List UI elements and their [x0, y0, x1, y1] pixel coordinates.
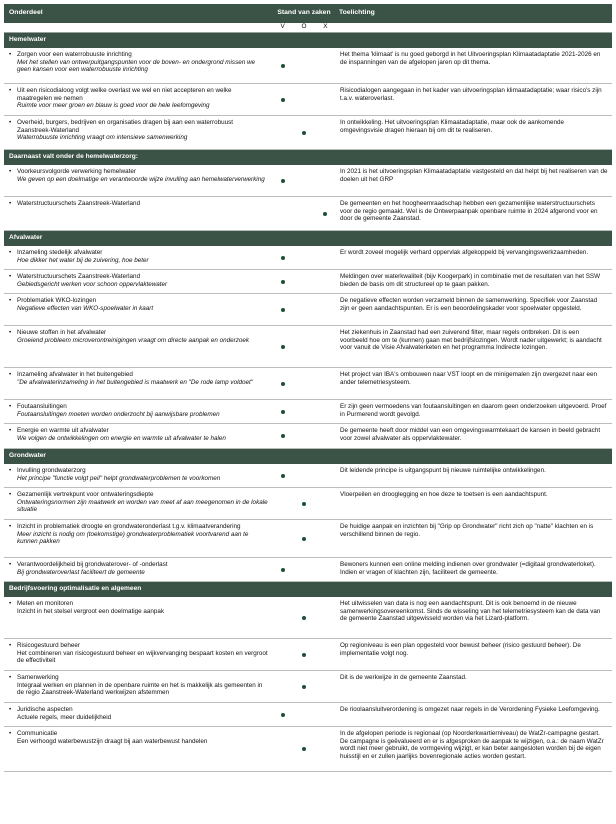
- table-row: [4, 558, 612, 582]
- bullet-icon: •: [9, 329, 12, 336]
- table-row: [4, 197, 612, 231]
- bullet-icon: •: [9, 371, 12, 378]
- row-toelichting: In 2021 is het uitvoeringsplan Klimaatadaptatie vastgesteld en dat helpt bij het realiseren van de doelen uit het GRP: [340, 168, 608, 183]
- row-subtitle: Met het stellen van ontwerpuitgangspunten voor de boven- en ondergrond missen we geen kansen voor een waterrobuuste inrichting: [17, 58, 256, 74]
- status-cell: [272, 424, 336, 448]
- status-dot-icon: [302, 685, 306, 689]
- row-toelichting: Het project van IBA's ombouwen naar VST loopt en de minigemalen zijn overgezet naar een ander telemetriesysteem.: [340, 371, 597, 386]
- table-row: [4, 597, 612, 639]
- row-title: Gezamenlijk vertrekpunt voor ontwateringsdiepte: [17, 491, 154, 498]
- row-title: Voorkeursvolgorde verwerking hemelwater: [17, 168, 136, 175]
- row-subtitle: Bij grondwateroverlast faciliteert de gemeente: [17, 568, 145, 576]
- row-title: Communicatie: [17, 730, 58, 737]
- status-cell: [272, 294, 336, 325]
- bullet-icon: •: [9, 674, 12, 681]
- row-subtitle: Negatieve effecten van WKO-spoelwater in kaart: [17, 304, 154, 312]
- row-title: Uit een risicodialoog volgt welke overlast we wel en niet accepteren en welke maatregelen we nemen: [17, 87, 232, 102]
- status-cell: [272, 116, 336, 149]
- table-row: [4, 520, 612, 558]
- bullet-icon: •: [9, 403, 12, 410]
- row-title: Waterstructuurschets Zaanstreek-Waterland: [17, 200, 141, 207]
- status-label-x: X: [323, 23, 328, 30]
- status-cell: [272, 558, 336, 581]
- row-subtitle: Gebiedsgericht werken voor schoon oppervlaktewater: [17, 280, 168, 288]
- status-dot-icon: [302, 502, 306, 506]
- row-title: Inzicht in problematiek droogte en grondwateronderlast t.g.v. klimaatverandering: [17, 523, 241, 530]
- status-cell: [272, 400, 336, 423]
- bullet-icon: •: [9, 600, 12, 607]
- bullet-icon: •: [9, 273, 12, 280]
- table-row: [4, 326, 612, 368]
- row-subtitle: Hoe dikker het water bij de zuivering, hoe beter: [17, 256, 149, 264]
- status-cell: [272, 520, 336, 557]
- status-dot-icon: [281, 308, 285, 312]
- table-row: [4, 424, 612, 449]
- status-dot-icon: [281, 256, 285, 260]
- status-cell: [272, 48, 336, 83]
- row-toelichting: In de afgelopen periode is regionaal (op Noorderkwartierniveau) de WatZr-campagne gestart. De campagne is geëvalueerd en er is afgesproken de aanpak te wijzigen, o.a.: de naam WatZr wordt niet meer gebruikt, de vormgeving wijzigt, er kan beter aangesloten worden bij de eigen huisstijl en er zullen jaarlijks bovenregionale acties worden gestart.: [340, 730, 604, 761]
- bullet-icon: •: [9, 642, 12, 649]
- status-dot-icon: [281, 64, 285, 68]
- row-toelichting: Op regioniveau is een plan opgesteld voor bewust beheer (risico gestuurd beheer). De implementatie volgt nog.: [340, 642, 581, 657]
- row-toelichting: Bewoners kunnen een online melding indienen over grondwater (=digitaal grondwaterloket). Indien er vragen of klachten zijn, faciliteert de gemeente.: [340, 561, 596, 576]
- status-cell: [272, 488, 336, 519]
- row-title: Inzameling afvalwater in het buitengebied: [17, 371, 133, 378]
- status-dot-icon: [281, 713, 285, 717]
- table-row: [4, 464, 612, 488]
- status-cell: [272, 671, 336, 702]
- row-title: Verantwoordelijkheid bij grondwaterover- of -onderlast: [17, 561, 168, 568]
- status-dot-icon: [281, 345, 285, 349]
- status-cell: [272, 368, 336, 399]
- row-toelichting: De gemeente heeft door middel van een omgevingswarmtekaart de kansen in beeld gebracht voor zowel afvalwater als oppervlaktewater.: [340, 427, 601, 442]
- row-toelichting: Er wordt zoveel mogelijk verhard oppervlak afgekoppeld bij vervangingswerkzaamheden.: [340, 249, 589, 256]
- status-cell: [272, 270, 336, 293]
- table-row: [4, 84, 612, 116]
- table-row: [4, 703, 612, 727]
- row-subtitle: Ruimte voor meer groen en blauw is goed voor de hele leefomgeving: [17, 102, 210, 110]
- row-toelichting: De negatieve effecten worden verzameld binnen de samenwerking. Specifiek voor Zaanstad zijn er geen aandachtspunten. Er is een beoordelingskader voor spoelwater opgesteld.: [340, 297, 598, 312]
- bullet-icon: •: [9, 491, 12, 498]
- status-label-o: O: [301, 23, 307, 30]
- bullet-icon: •: [9, 119, 12, 126]
- status-dot-icon: [281, 474, 285, 478]
- table-header: [4, 4, 612, 23]
- status-dot-icon: [302, 537, 306, 541]
- status-dot-icon: [281, 410, 285, 414]
- row-subtitle: Actuele regels, meer duidelijkheid: [17, 713, 112, 721]
- table-row: [4, 116, 612, 150]
- row-title: Meten en monitoren: [17, 600, 74, 607]
- status-cell: [272, 464, 336, 487]
- bullet-icon: •: [9, 523, 12, 530]
- row-toelichting: De rioolaansluitverordening is omgezet naar regels in de Verordening Fysieke Leefomgeving.: [340, 706, 600, 713]
- status-dot-icon: [302, 747, 306, 751]
- table-row: [4, 165, 612, 197]
- row-subtitle: Inzicht in het stelsel vergroot een doelmatige aanpak: [17, 607, 165, 615]
- row-title: Foutaansluitingen: [17, 403, 67, 410]
- bullet-icon: •: [9, 706, 12, 713]
- row-subtitle: We geven op een doelmatige en verantwoorde wijze invulling aan hemelwaterverwerking: [17, 175, 265, 183]
- table-row: [4, 270, 612, 294]
- bullet-icon: •: [9, 200, 12, 207]
- row-toelichting: In ontwikkeling. Het uitvoeringsplan Klimaatadaptatie, maar ook de aankomende omgevingsvisie dragen hieraan bij om dit te realiseren.: [340, 119, 565, 134]
- row-subtitle: Het combineren van risicogestuurd beheer en wijkvervanging bespaart kosten en vergroot de effectiviteit: [17, 649, 268, 665]
- header-onderdeel: Onderdeel: [9, 9, 43, 17]
- status-cell: [272, 639, 336, 670]
- row-toelichting: Het uitwisselen van data is nog een aandachtspunt. Dit is ook benoemd in de nieuwe samenwerkingsovereenkomst. Sinds de wisseling van het telemetriesysteem kan de data van de gemeente Zaanstad uitgewisseld worden via het Lizard-platform.: [340, 600, 601, 623]
- row-subtitle: Het principe "functie volgt peil" helpt grondwaterproblemen te voorkomen: [17, 474, 221, 482]
- status-dot-icon: [302, 616, 306, 620]
- status-label-v: V: [280, 23, 285, 30]
- section-header: Daarnaast valt onder de hemelwaterzorg:: [4, 150, 612, 165]
- bullet-icon: •: [9, 297, 12, 304]
- table-row: [4, 368, 612, 400]
- status-dot-icon: [302, 653, 306, 657]
- row-title: Nieuwe stoffen in het afvalwater: [17, 329, 107, 336]
- status-dot-icon: [281, 280, 285, 284]
- row-toelichting: Meldingen over waterkwaliteit (bijv Koogerpark) in combinatie met de resultaten van het SSW bieden de basis om dit structureel op te gaan pakken.: [340, 273, 601, 288]
- row-title: Inzameling stedelijk afvalwater: [17, 249, 103, 256]
- bullet-icon: •: [9, 427, 12, 434]
- table-body: [4, 33, 612, 772]
- row-title: Waterstructuurschets Zaanstreek-Waterland: [17, 273, 141, 280]
- row-subtitle: Ontwateringsnormen zijn maatwerk en worden van meet af aan meegenomen in de lokale situatie: [17, 498, 268, 514]
- status-cell: [272, 165, 336, 196]
- bullet-icon: •: [9, 730, 12, 737]
- section-header: Bedrijfsvoering optimalisatie en algemeen: [4, 582, 612, 597]
- header-toelichting: Toelichting: [339, 9, 375, 17]
- status-dot-icon: [281, 568, 285, 572]
- row-title: Invulling grondwaterzorg: [17, 467, 86, 474]
- section-header: Afvalwater: [4, 231, 612, 246]
- status-dot-icon: [281, 98, 285, 102]
- status-dot-icon: [302, 131, 306, 135]
- row-toelichting: Het ziekenhuis in Zaanstad had een zuiverend filter, maar regels ontbreken. Dit is een voorbeeld hoe om te (kunnen) gaan met bedrijfslozingen. Wordt nader uitgewerkt; is aandacht voor vanuit de Visie Afvalwaterketen en het programma Indirecte lozingen.: [340, 329, 602, 352]
- row-title: Risicogestuurd beheer: [17, 642, 81, 649]
- bullet-icon: •: [9, 467, 12, 474]
- row-toelichting: Risicodialogen aangegaan in het kader van uitvoeringsplan klimaatadaptatie; waar risico's zijn t.a.v. wateroverlast.: [340, 87, 602, 102]
- row-subtitle: Foutaansluitingen moeten worden onderzocht bij aanwijsbare problemen: [17, 410, 220, 418]
- row-subtitle: Waterrobuuste inrichting vraagt om intensieve samenwerking: [17, 134, 188, 142]
- row-toelichting: Dit is de werkwijze in de gemeente Zaanstad.: [340, 674, 467, 681]
- section-header: Hemelwater: [4, 33, 612, 48]
- status-subheader: [4, 23, 612, 33]
- status-cell: [272, 84, 336, 115]
- table-row: [4, 400, 612, 424]
- status-cell: [272, 326, 336, 367]
- header-stand-van-zaken: Stand van zaken: [277, 9, 331, 17]
- table-row: [4, 671, 612, 703]
- bullet-icon: •: [9, 249, 12, 256]
- row-subtitle: Een verhoogd waterbewustzijn draagt bij aan waterbewust handelen: [17, 737, 208, 745]
- row-subtitle: Integraal werken en plannen in de openbare ruimte en het is makkelijk als gemeenten in de regio Zaanstreek-Waterland werkwijzen afstemmen: [17, 681, 263, 697]
- table-row: [4, 294, 612, 326]
- row-title: Overheid, burgers, bedrijven en organisaties dragen bij aan een waterrobuust Zaanstreek-Waterland: [17, 119, 233, 134]
- row-toelichting: Er zijn geen vermoedens van foutaansluitingen en daarom geen onderzoeken uitgevoerd. Proef in Purmerend wordt gevolgd.: [340, 403, 607, 418]
- status-dot-icon: [281, 179, 285, 183]
- status-cell: [272, 597, 336, 638]
- section-header: Grondwater: [4, 449, 612, 464]
- row-title: Samenwerking: [17, 674, 59, 681]
- row-subtitle: Groeiend probleem microverontreinigingen vraagt om directe aanpak en onderzoek: [17, 336, 250, 344]
- status-dot-icon: [281, 434, 285, 438]
- status-cell: [272, 727, 336, 771]
- status-dot-icon: [323, 212, 327, 216]
- row-toelichting: Dit leidende principe is uitgangspunt bij nieuwe ruimtelijke ontwikkelingen.: [340, 467, 546, 474]
- row-toelichting: Het thema 'klimaat' is nu goed geborgd in het Uitvoeringsplan Klimaatadaptatie 2021-2026 en de inspanningen van de afgelopen jaren op dit thema.: [340, 51, 601, 66]
- bullet-icon: •: [9, 87, 12, 94]
- row-title: Energie en warmte uit afvalwater: [17, 427, 109, 434]
- status-cell: [272, 703, 336, 726]
- table-row: [4, 639, 612, 671]
- status-cell: [272, 197, 336, 230]
- table-row: [4, 246, 612, 270]
- status-dot-icon: [281, 382, 285, 386]
- table-row: [4, 48, 612, 84]
- row-subtitle: Meer inzicht is nodig om (toekomstige) grondwaterproblematiek voortvarend aan te kunnen pakken: [17, 530, 249, 546]
- bullet-icon: •: [9, 561, 12, 568]
- row-toelichting: Vloerpeilen en drooglegging en hoe deze te toetsen is een aandachtspunt.: [340, 491, 548, 498]
- row-subtitle: "De afvalwaterinzameling in het buitengebied is maatwerk en "De rode lamp voldoet": [17, 378, 253, 386]
- row-title: Zorgen voor een waterrobuuste inrichting: [17, 51, 132, 58]
- table-row: [4, 488, 612, 520]
- bullet-icon: •: [9, 168, 12, 175]
- row-subtitle: We volgen de ontwikkelingen om energie en warmte uit afvalwater te halen: [17, 434, 226, 442]
- row-toelichting: De huidige aanpak en inzichten bij "Grip op Grondwater" richt zich op "natte" klachten en is verschillend binnen de regio.: [340, 523, 594, 538]
- row-title: Problematiek WKO-lozingen: [17, 297, 97, 304]
- row-title: Juridische aspecten: [17, 706, 73, 713]
- evaluation-table: [4, 4, 612, 820]
- row-toelichting: De gemeenten en het hoogheemraadschap hebben een gezamenlijke waterstructuurschets voor de regio gemaakt. Wel is de Ontwerpaanpak openbare ruimte in 2024 afgerond voor en door de gemeente Zaanstad.: [340, 200, 598, 223]
- bullet-icon: •: [9, 51, 12, 58]
- table-row: [4, 727, 612, 772]
- status-cell: [272, 246, 336, 269]
